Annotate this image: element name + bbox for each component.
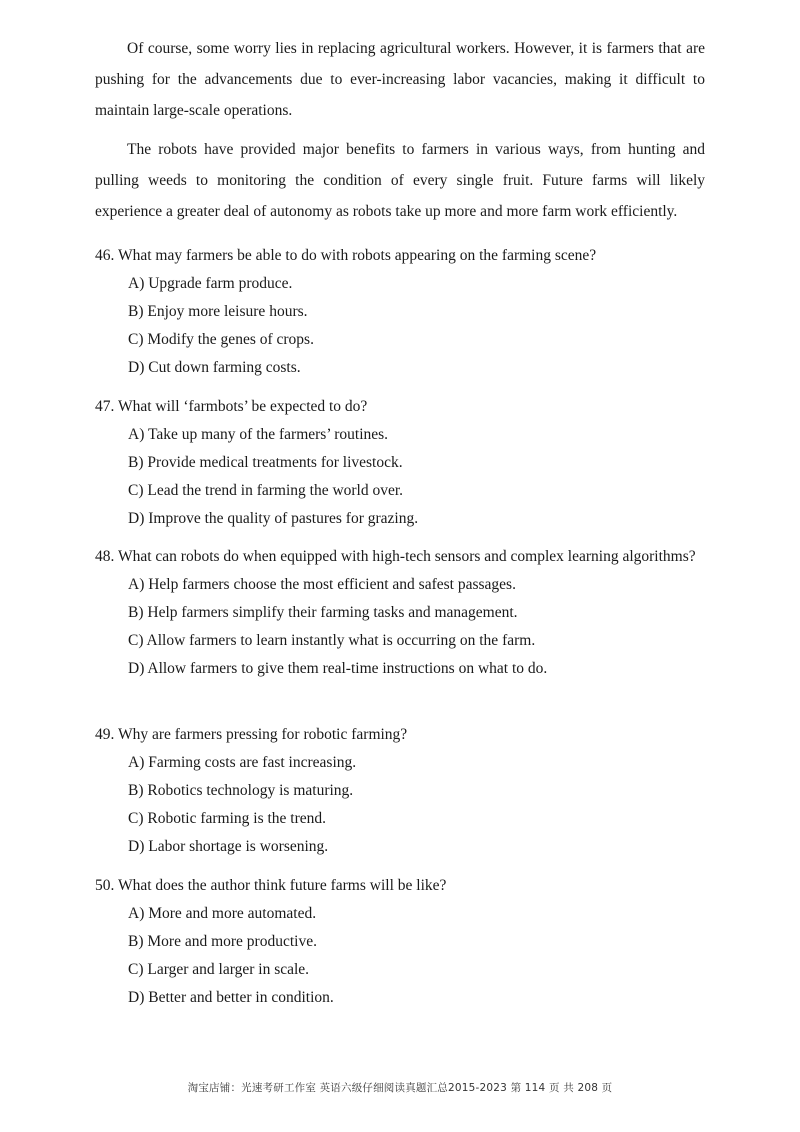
question-stem: 49. Why are farmers pressing for robotic farming? [95,726,408,743]
question-stem: 48. What can robots do when equipped with high-tech sensors and complex learning algorithms? [95,548,696,565]
option-d: D) Allow farmers to give them real-time instructions on what to do. [128,660,548,677]
option-list [95,270,705,382]
passage-paragraph-2: The robots have provided major benefits to farmers in various ways, from hunting and pulling weeds to monitoring the condition of every single fruit. Future farms will likely experience a greater deal of autonomy as robots take up more and more farm work efficiently. [95,141,705,220]
option-a: A) Take up many of the farmers’ routines. [128,426,389,443]
option-b: B) Enjoy more leisure hours. [128,303,308,320]
option-list [95,749,705,861]
page-footer: 淘宝店铺：光速考研工作室 英语六级仔细阅读真题汇总2015-2023 第 114 页 共 208 页 [187,1082,613,1094]
option-d: D) Cut down farming costs. [128,359,301,376]
option-b: B) More and more productive. [128,933,317,950]
question-46 [95,242,705,382]
option-b: B) Robotics technology is maturing. [128,782,354,799]
option-c: C) Lead the trend in farming the world over. [128,482,404,499]
question-48 [95,543,705,683]
option-list [95,900,705,1012]
question-stem: 47. What will ‘farmbots’ be expected to do? [95,398,368,415]
passage-paragraph-1: Of course, some worry lies in replacing agricultural workers. However, it is farmers that are pushing for the advancements due to ever-increasing labor vacancies, making it difficult to maintain large-scale operations. [95,40,705,119]
option-a: A) Farming costs are fast increasing. [128,754,357,771]
option-d: D) Labor shortage is worsening. [128,838,329,855]
option-a: A) More and more automated. [128,905,317,922]
option-a: A) Help farmers choose the most efficient and safest passages. [128,576,516,593]
option-d: D) Improve the quality of pastures for grazing. [128,510,419,527]
question-stem: 46. What may farmers be able to do with robots appearing on the farming scene? [95,247,597,264]
question-50 [95,872,705,1012]
option-b: B) Help farmers simplify their farming tasks and management. [128,604,518,621]
option-list [95,421,705,533]
option-c: C) Allow farmers to learn instantly what is occurring on the farm. [128,632,536,649]
option-b: B) Provide medical treatments for livestock. [128,454,403,471]
question-47 [95,393,705,533]
option-c: C) Robotic farming is the trend. [128,810,327,827]
option-list [95,571,705,683]
option-c: C) Larger and larger in scale. [128,961,310,978]
option-a: A) Upgrade farm produce. [128,275,293,292]
option-c: C) Modify the genes of crops. [128,331,314,348]
question-49 [95,721,705,861]
option-d: D) Better and better in condition. [128,989,334,1006]
question-stem: 50. What does the author think future farms will be like? [95,877,447,894]
